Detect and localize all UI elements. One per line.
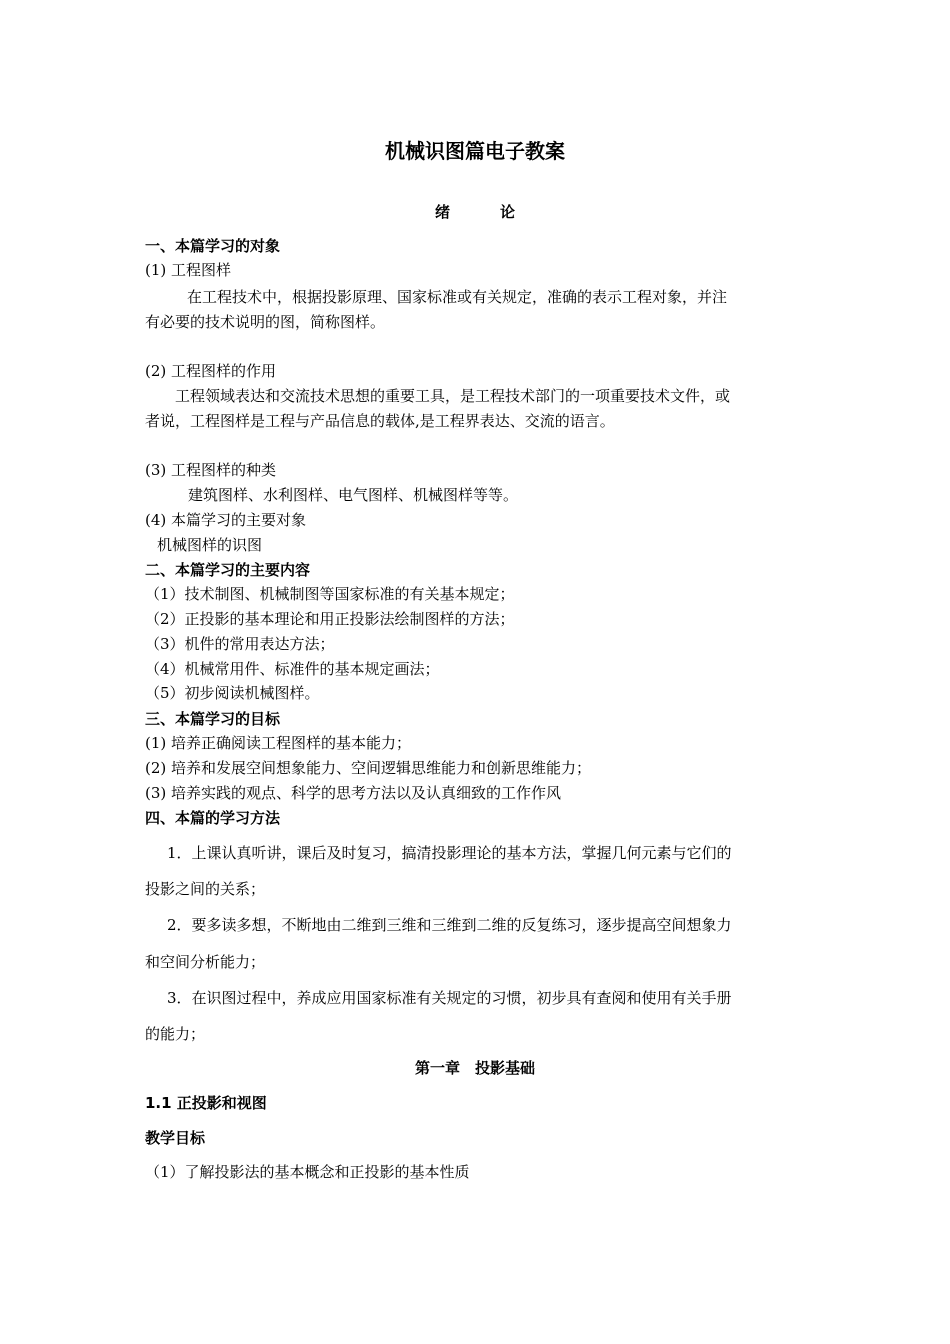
list-item: （4）机械常用件、标准件的基本规定画法； [145, 660, 440, 678]
item-3-label: (3) 工程图样的种类 [145, 461, 277, 479]
intro-heading [0, 205, 950, 220]
item-3-text: 建筑图样、水利图样、电气图样、机械图样等等。 [188, 486, 519, 504]
item-1-label: (1) 工程图样 [145, 261, 232, 279]
list-item: （1）技术制图、机械制图等国家标准的有关基本规定； [145, 585, 515, 603]
item-1-text-line-1: 在工程技术中，根据投影原理、国家标准或有关规定，准确的表示工程对象，并注 [187, 288, 728, 306]
item-4-label: (4) 本篇学习的主要对象 [145, 511, 307, 529]
intro-heading-char-2: 论 [500, 203, 516, 221]
document-title: 机械识图篇电子教案 [385, 139, 565, 163]
chapter-1-heading: 第一章 投影基础 [414, 1059, 535, 1077]
list-item: （3）机件的常用表达方法； [145, 635, 335, 653]
method-1-line-2: 投影之间的关系； [145, 880, 266, 898]
item-2-text-line-2: 者说，工程图样是工程与产品信息的载体,是工程界表达、交流的语言。 [145, 412, 615, 430]
list-item: (2) 培养和发展空间想象能力、空间逻辑思维能力和创新思维能力； [145, 759, 592, 777]
list-item: (1) 培养正确阅读工程图样的基本能力； [145, 734, 412, 752]
list-item: （2）正投影的基本理论和用正投影法绘制图样的方法； [145, 610, 515, 628]
item-2-label: (2) 工程图样的作用 [145, 362, 277, 380]
item-2-text-line-1: 工程领域表达和交流技术思想的重要工具，是工程技术部门的一项重要技术文件，或 [175, 387, 731, 405]
item-4-text: 机械图样的识图 [157, 536, 263, 554]
section-1-heading: 一、本篇学习的对象 [145, 237, 281, 255]
section-2-heading: 二、本篇学习的主要内容 [145, 561, 311, 579]
teaching-goals-heading: 教学目标 [145, 1129, 206, 1147]
method-2-line-2: 和空间分析能力； [145, 953, 266, 971]
section-3-heading: 三、本篇学习的目标 [145, 710, 281, 728]
section-1-1-heading: 1.1 正投影和视图 [145, 1094, 267, 1112]
intro-heading-char-1: 绪 [434, 203, 450, 221]
item-1-text-line-2: 有必要的技术说明的图，简称图样。 [145, 313, 386, 331]
list-item: （5）初步阅读机械图样。 [145, 684, 320, 702]
method-1-line-1: 1．上课认真听讲，课后及时复习，搞清投影理论的基本方法，掌握几何元素与它们的 [167, 844, 732, 862]
method-2-line-1: 2．要多读多想，不断地由二维到三维和三维到二维的反复练习，逐步提高空间想象力 [167, 916, 732, 934]
method-3-line-2: 的能力； [145, 1025, 206, 1043]
method-3-line-1: 3．在识图过程中，养成应用国家标准有关规定的习惯，初步具有查阅和使用有关手册 [167, 989, 732, 1007]
teaching-goal-1: （1）了解投影法的基本概念和正投影的基本性质 [145, 1163, 470, 1181]
list-item: (3) 培养实践的观点、科学的思考方法以及认真细致的工作作风 [145, 784, 562, 802]
section-4-heading: 四、本篇的学习方法 [145, 809, 281, 827]
